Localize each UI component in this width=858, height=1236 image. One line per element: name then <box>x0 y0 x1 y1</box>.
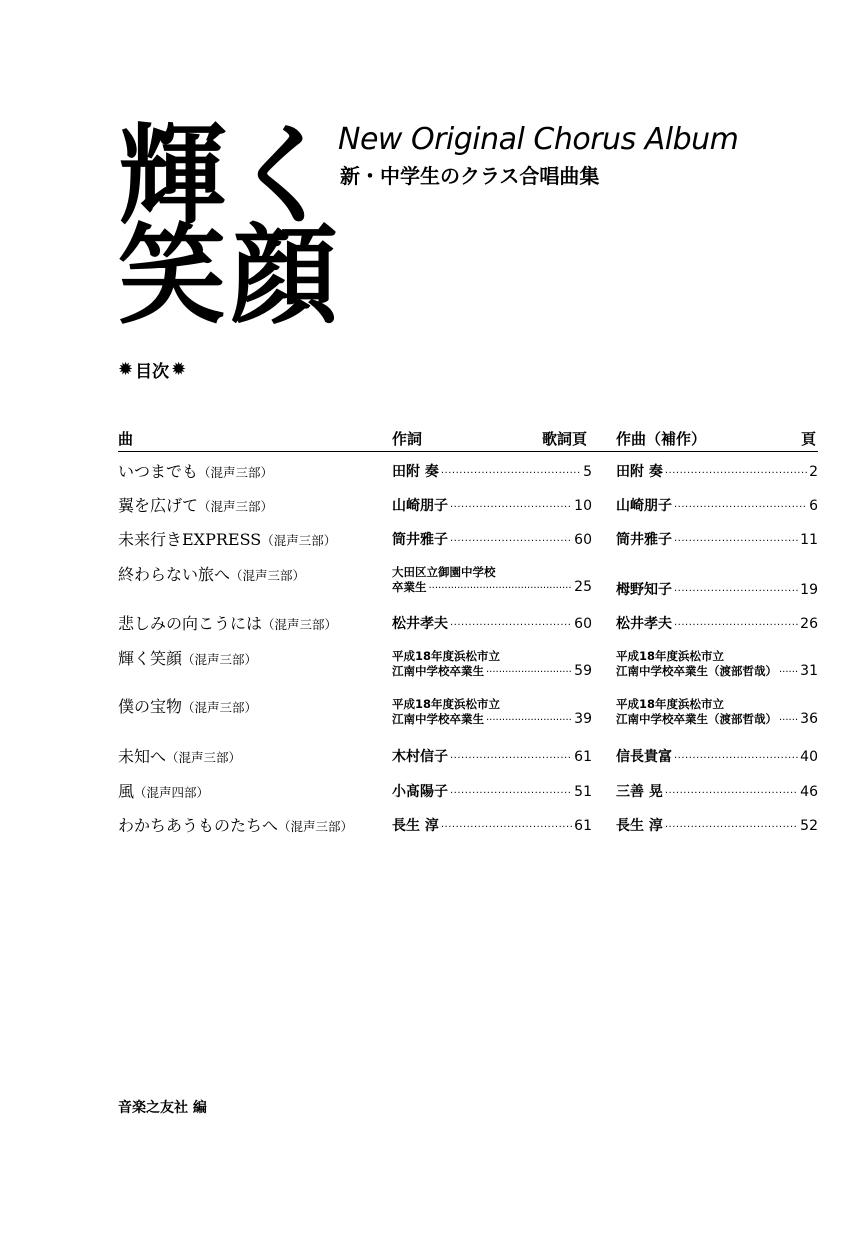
song-title: 悲しみの向こうには（混声三部） <box>118 614 338 633</box>
composer-cell: 栂野知子 ····· 19 <box>616 579 818 599</box>
lyricist-cell: 田附 奏 ····· 5 <box>392 461 592 481</box>
toc-label-text: 目次 <box>135 362 170 382</box>
lyricist-cell: 小髙陽子 ····· 51 <box>392 781 592 801</box>
lyricist-cell: 長生 淳 ····· 61 <box>392 815 592 835</box>
lyricist-cell: 筒井雅子 ····· 60 <box>392 529 592 549</box>
song-title: わかちあうものたちへ（混声三部） <box>118 816 354 835</box>
header-page: 頁 <box>801 430 817 448</box>
song-title: 風（混声四部） <box>118 782 210 801</box>
composer-cell: 信長貴富 ····· 40 <box>616 746 818 766</box>
song-title: 翼を広げて（混声三部） <box>118 496 274 515</box>
header-composer: 作曲（補作） <box>616 430 707 448</box>
composer-cell: 三善 晃 ····· 46 <box>616 781 818 801</box>
composer-cell: 山崎朋子 ····· 6 <box>616 495 818 515</box>
song-title: 輝く笑顔（混声三部） <box>118 649 258 668</box>
lyricist-cell: 平成18年度浜松市立 江南中学校卒業生 ····· 39 <box>392 697 592 728</box>
header-lyric-page: 歌詞頁 <box>542 430 588 448</box>
burst-icon: ✹ <box>118 358 134 380</box>
composer-cell: 平成18年度浜松市立 江南中学校卒業生（渡部哲哉） ····· 36 <box>616 697 818 728</box>
song-title: いつまでも（混声三部） <box>118 462 274 481</box>
subtitle-english: New Original Chorus Album <box>338 122 739 157</box>
lyricist-cell: 松井孝夫 ····· 60 <box>392 613 592 633</box>
lyricist-cell: 平成18年度浜松市立 江南中学校卒業生 ····· 59 <box>392 649 592 680</box>
header-rule <box>118 451 818 452</box>
header-lyricist: 作詞 <box>392 430 423 448</box>
title-line-1: 輝く <box>118 113 343 239</box>
burst-icon: ✹ <box>171 358 187 380</box>
composer-cell: 長生 淳 ····· 52 <box>616 815 818 835</box>
song-title: 未来行きEXPRESS（混声三部） <box>118 530 337 549</box>
subtitle-japanese: 新・中学生のクラス合唱曲集 <box>340 164 600 188</box>
toc-heading <box>118 357 186 382</box>
composer-cell: 筒井雅子 ····· 11 <box>616 529 818 549</box>
song-title: 僕の宝物（混声三部） <box>118 697 258 716</box>
song-title: 終わらない旅へ（混声三部） <box>118 565 306 584</box>
publisher-credit: 音楽之友社 編 <box>118 1100 207 1116</box>
composer-cell: 田附 奏 ····· 2 <box>616 461 818 481</box>
title-line-2: 笑顔 <box>118 213 343 339</box>
composer-cell: 松井孝夫 ····· 26 <box>616 613 818 633</box>
song-title: 未知へ（混声三部） <box>118 747 242 766</box>
composer-cell: 平成18年度浜松市立 江南中学校卒業生（渡部哲哉） ····· 31 <box>616 649 818 680</box>
header-song: 曲 <box>118 430 134 448</box>
lyricist-cell: 木村信子 ····· 61 <box>392 746 592 766</box>
lyricist-cell: 大田区立御園中学校 卒業生 ····· 25 <box>392 565 592 596</box>
lyricist-cell: 山崎朋子 ····· 10 <box>392 495 592 515</box>
